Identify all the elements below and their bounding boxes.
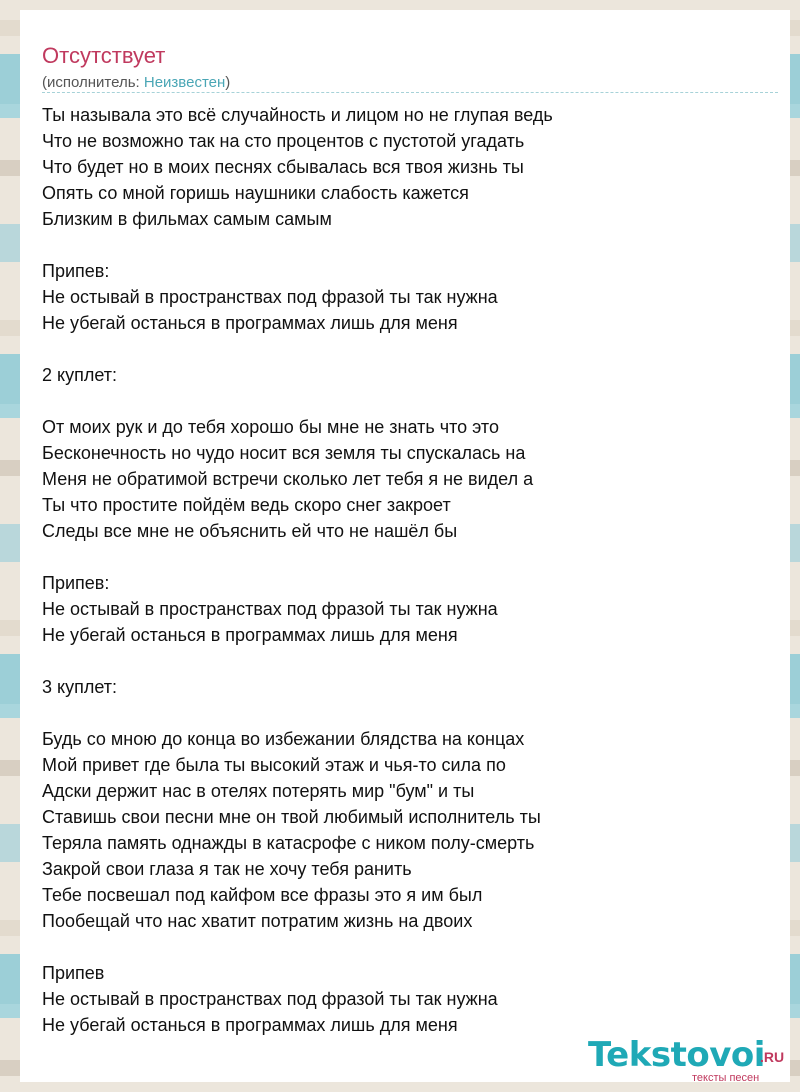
header-divider	[42, 92, 778, 93]
lyric-line: Адски держит нас в отелях потерять мир "бум" и ты	[42, 781, 475, 801]
logo-tagline: тексты песен	[692, 1072, 760, 1084]
lyric-blank-line	[42, 648, 782, 674]
lyric-line: Закрой свои глаза я так не хочу тебя ранить	[42, 859, 412, 879]
lyric-line: Не остывай в пространствах под фразой ты так нужна	[42, 287, 498, 307]
lyrics-sheet	[20, 10, 790, 1082]
lyric-blank-line	[42, 388, 782, 414]
lyric-line: Припев:	[42, 573, 110, 593]
lyric-line: 3 куплет:	[42, 677, 117, 697]
artist-link[interactable]: Неизвестен	[143, 74, 226, 91]
artist-prefix: (исполнитель:	[42, 74, 144, 91]
lyric-line: От моих рук и до тебя хорошо бы мне не знать что это	[42, 417, 499, 437]
lyric-line: Тебе посвешал под кайфом все фразы это я им был	[42, 885, 483, 905]
lyric-line: Ставишь свои песни мне он твой любимый исполнитель ты	[42, 807, 541, 827]
lyric-line: Что будет но в моих песнях сбывалась вся твоя жизнь ты	[42, 157, 524, 177]
lyric-line: Меня не обратимой встречи сколько лет тебя я не видел а	[42, 469, 534, 489]
lyrics-body	[42, 102, 782, 1038]
lyric-line: Будь со мною до конца во избежании блядства на концах	[42, 729, 525, 749]
lyric-blank-line	[42, 336, 782, 362]
header	[42, 42, 165, 70]
lyric-line: Следы все мне не объяснить ей что не нашёл бы	[42, 521, 458, 541]
lyric-line: Не убегай останься в программах лишь для меня	[42, 1015, 458, 1035]
lyric-line: Опять со мной горишь наушники слабость кажется	[42, 183, 469, 203]
lyric-blank-line	[42, 232, 782, 258]
lyric-line: Мой привет где была ты высокий этаж и чья-то сила по	[42, 755, 506, 775]
logo-wordmark: Tekstovoi	[588, 1035, 765, 1075]
site-logo[interactable]	[588, 1035, 793, 1083]
lyric-line: Близким в фильмах самым самым	[42, 209, 332, 229]
lyric-blank-line	[42, 700, 782, 726]
lyric-line: Не остывай в пространствах под фразой ты так нужна	[42, 599, 498, 619]
lyric-line: Что не возможно так на сто процентов с пустотой угадать	[42, 131, 525, 151]
artist-line	[42, 74, 230, 92]
lyric-line: Не остывай в пространствах под фразой ты так нужна	[42, 989, 498, 1009]
lyric-line: Не убегай останься в программах лишь для меня	[42, 313, 458, 333]
logo-tld: .RU	[760, 1049, 785, 1065]
lyric-blank-line	[42, 934, 782, 960]
lyric-line: Припев	[42, 963, 105, 983]
lyric-blank-line	[42, 544, 782, 570]
lyric-line: Ты что простите пойдём ведь скоро снег закроет	[42, 495, 451, 515]
lyric-line: 2 куплет:	[42, 365, 117, 385]
lyric-line: Припев:	[42, 261, 110, 281]
lyric-line: Теряла память однажды в катасрофе с ником полу-смерть	[42, 833, 535, 853]
song-title: Отсутствует	[42, 43, 166, 68]
lyric-line: Не убегай останься в программах лишь для меня	[42, 625, 458, 645]
artist-suffix: )	[225, 74, 231, 91]
lyric-line: Ты называла это всё случайность и лицом но не глупая ведь	[42, 105, 553, 125]
lyric-line: Бесконечность но чудо носит вся земля ты спускалась на	[42, 443, 526, 463]
lyric-line: Пообещай что нас хватит потратим жизнь на двоих	[42, 911, 473, 931]
